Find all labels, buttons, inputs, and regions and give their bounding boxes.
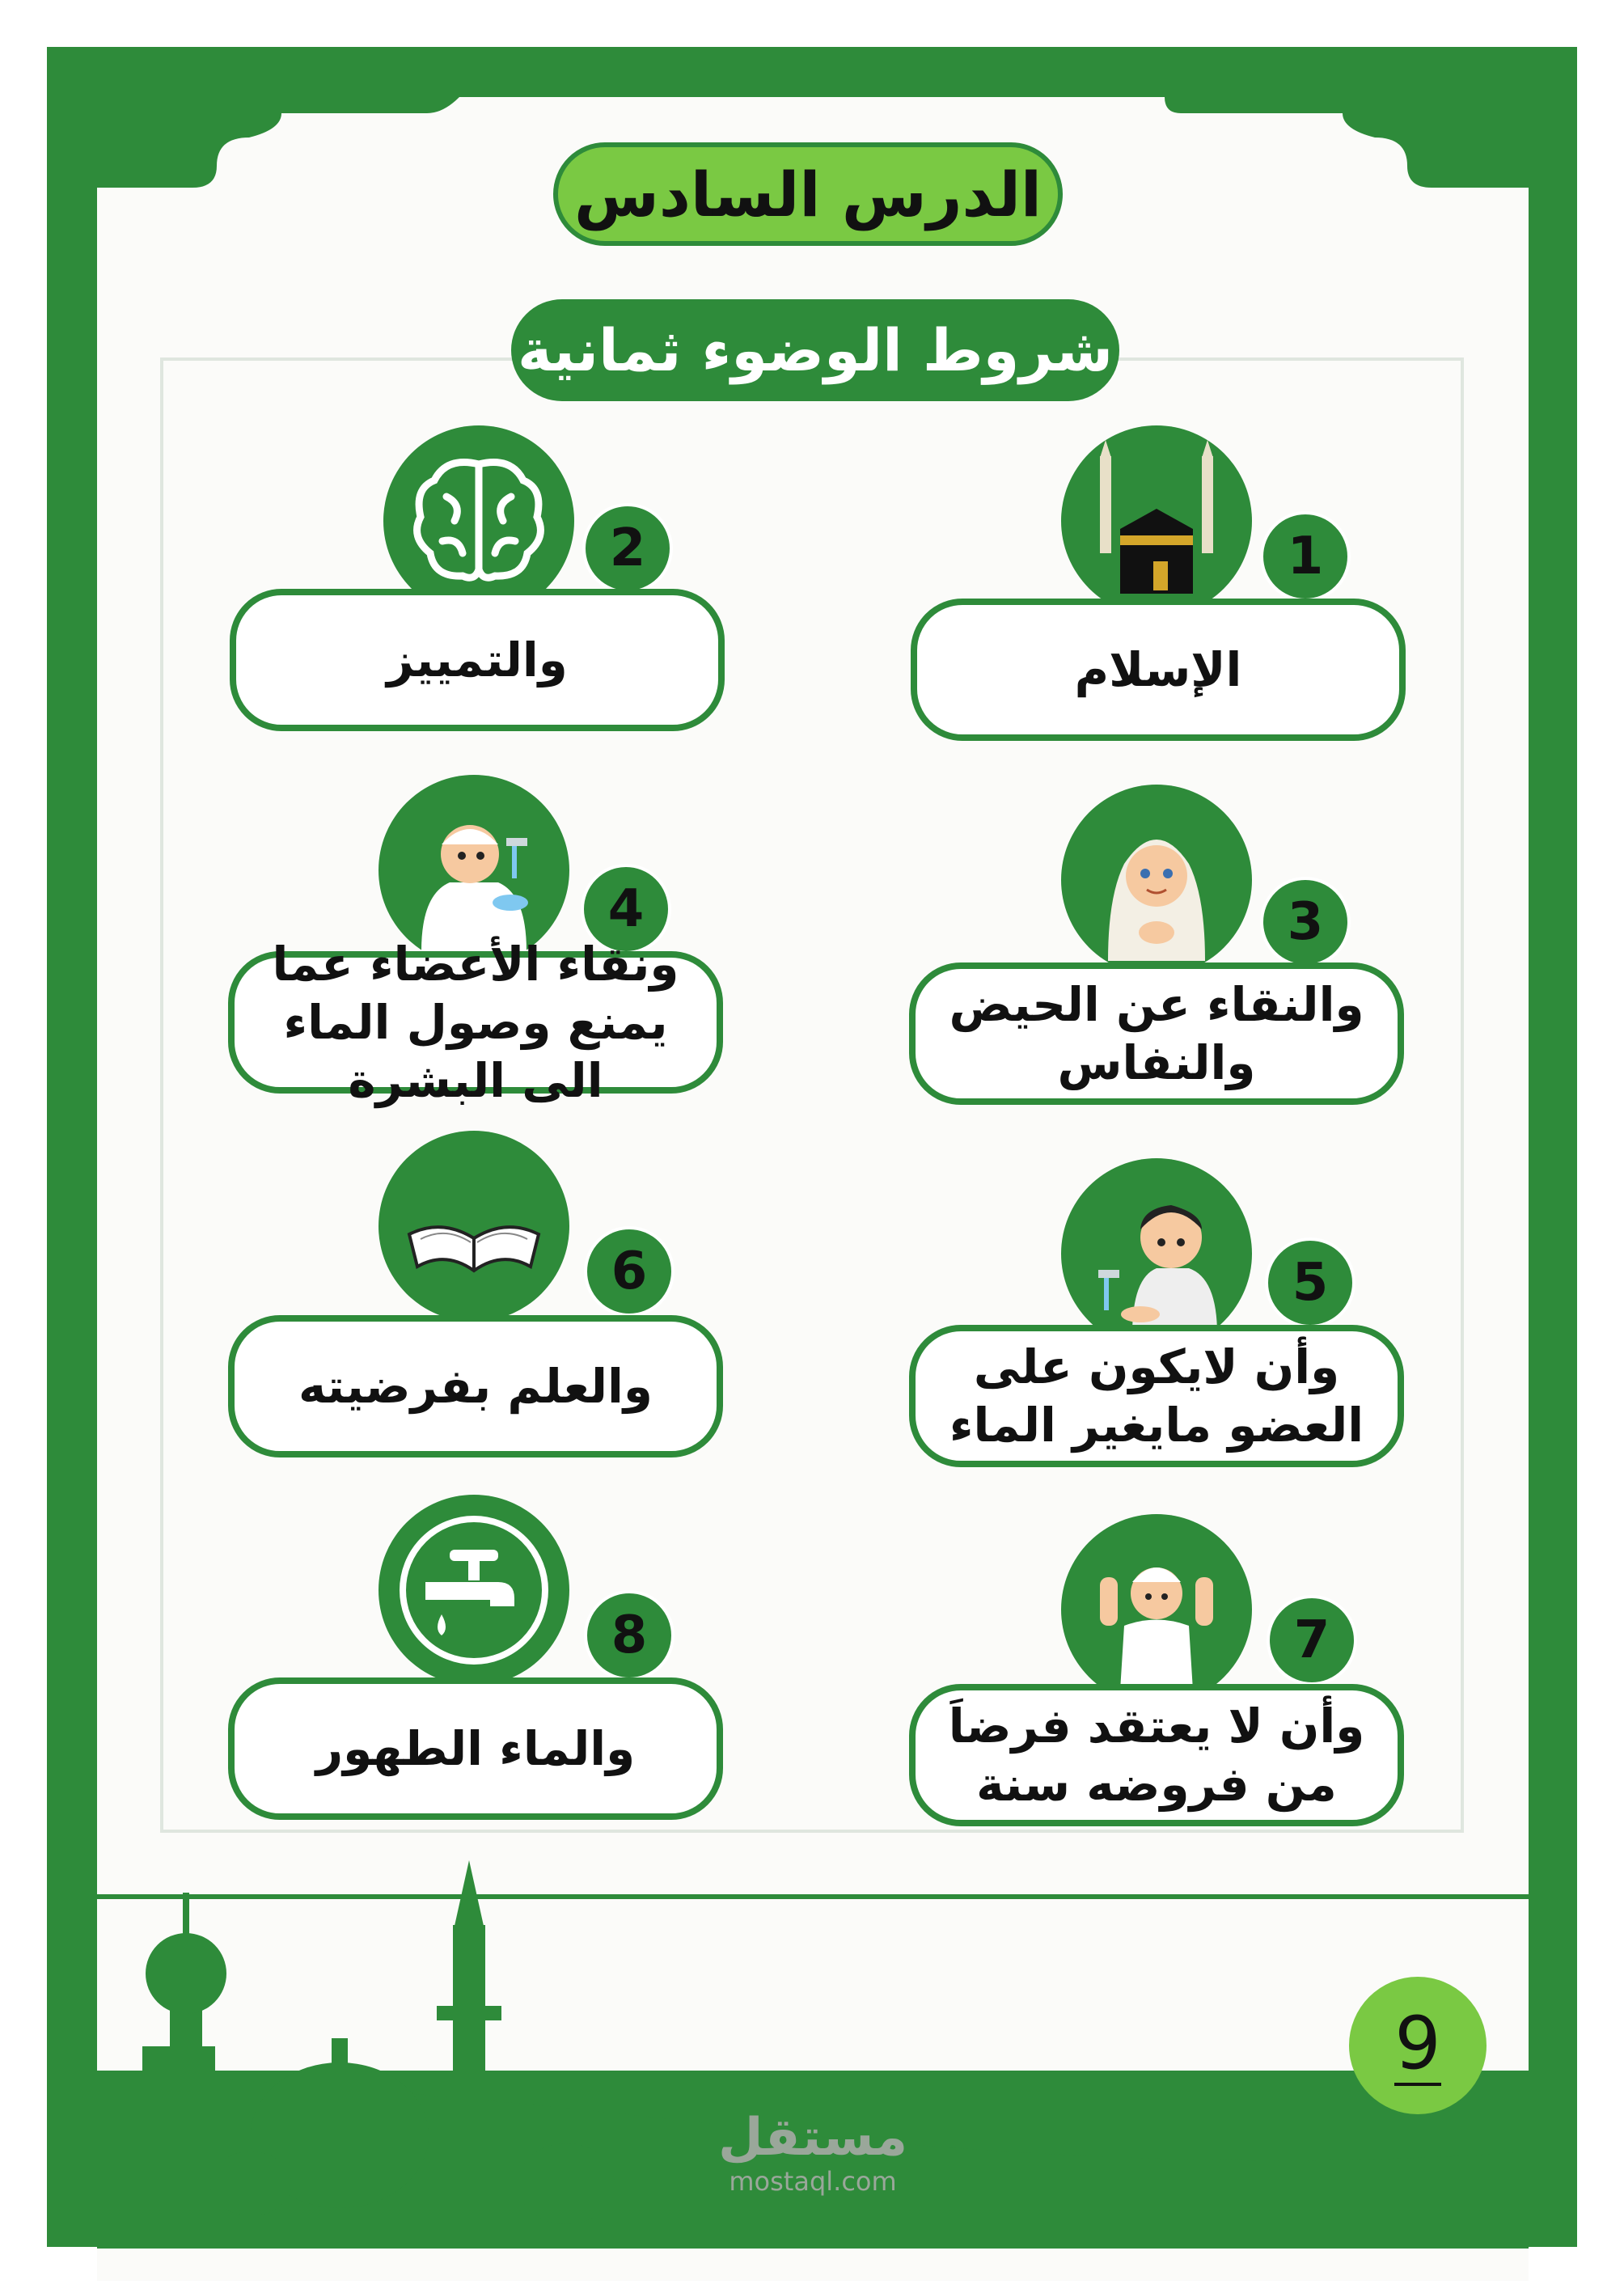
brain-icon [383,425,574,616]
condition-6-text: والعلم بفرضيته [298,1359,653,1414]
watermark-latin: mostaql.com [729,2166,897,2197]
subtitle-banner [511,299,1119,401]
condition-7-text: وأن لا يعتقد فرضاَ من فروضه سنة [948,1699,1365,1812]
condition-2-number-badge: 2 [582,503,673,594]
condition-1-card [911,599,1406,741]
condition-8-text: والماء الطهور [315,1721,636,1776]
condition-8-number-badge: 8 [584,1590,675,1681]
water-tap-icon [379,1495,569,1686]
condition-1-text: الإسلام [1074,642,1242,697]
subtitle-text: شروط الوضوء ثمانية [517,316,1114,384]
condition-2-card [230,589,725,731]
watermark-arabic: مستقل [718,2108,908,2168]
condition-4-number-badge: 4 [581,864,671,954]
condition-7-number-badge: 7 [1267,1595,1357,1686]
page-number: 9 [1394,2001,1441,2086]
condition-6-number-badge: 6 [584,1226,675,1317]
open-book-icon [379,1131,569,1322]
watermark [718,2109,907,2197]
condition-3-number-badge: 3 [1260,877,1351,967]
page-number-badge [1349,1977,1487,2114]
condition-5-text: وأن لايكون على العضو مايغير الماء [949,1339,1364,1453]
condition-5-number-badge: 5 [1265,1237,1355,1328]
boy-at-tap-icon [1061,1158,1252,1349]
condition-7-card [909,1684,1404,1826]
condition-3-text: والنقاء عن الحيض والنفاس [949,977,1364,1090]
girl-praying-icon [1061,785,1252,975]
condition-8-card [228,1677,723,1820]
condition-3-card [909,962,1404,1105]
condition-1-number-badge: 1 [1260,511,1351,602]
kaaba-icon [1061,425,1252,616]
lesson-title: الدرس السادس [574,158,1042,231]
condition-6-card [228,1315,723,1457]
condition-2-text: والتمييز [387,632,568,687]
condition-4-text: ونقاء الأعضاء عما يمنع وصول الماء الى البشرة [272,937,679,1108]
boy-raising-hands-icon [1061,1514,1252,1705]
condition-5-card [909,1325,1404,1467]
lesson-title-banner [553,142,1063,246]
condition-4-card [228,937,723,1108]
